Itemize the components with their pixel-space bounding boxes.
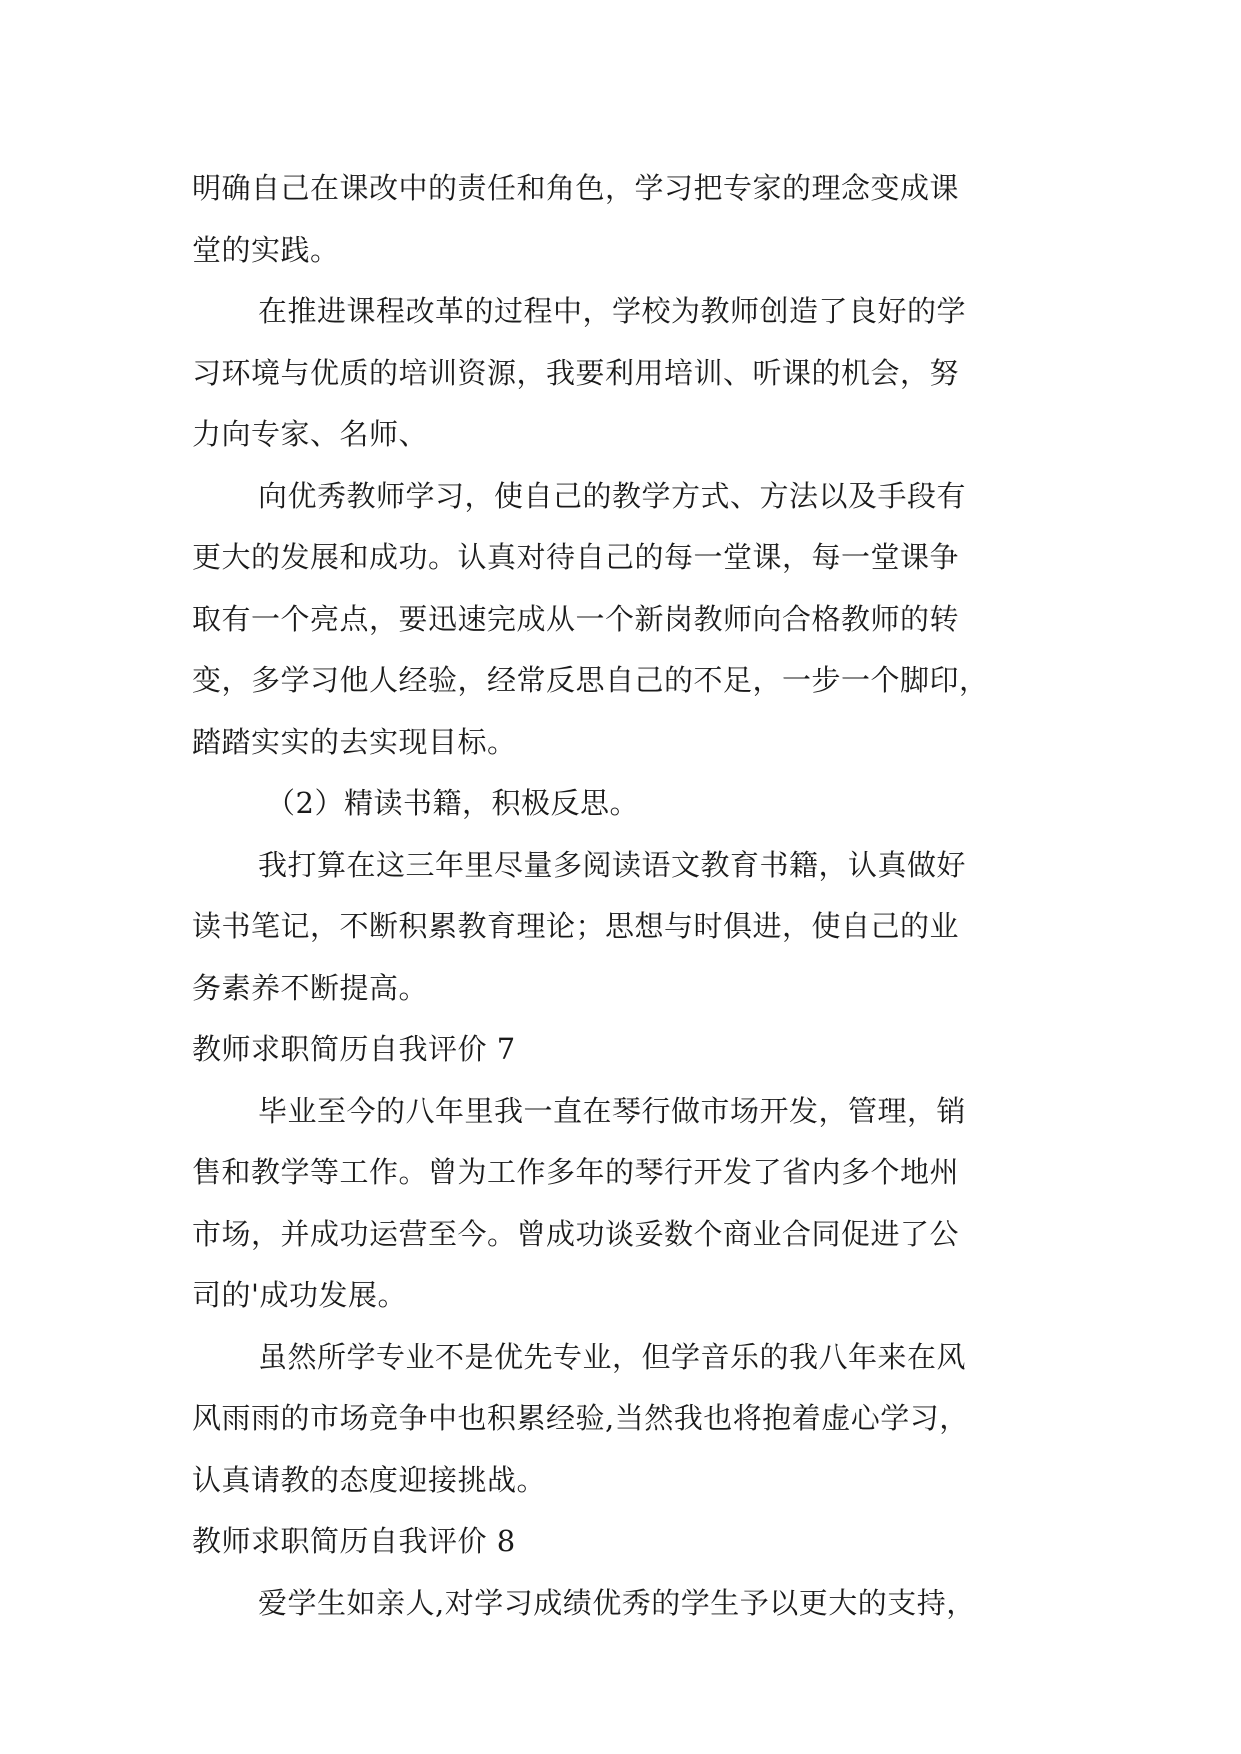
paragraph-line: 取有一个亮点，要迅速完成从一个新岗教师向合格教师的转 xyxy=(192,601,960,636)
paragraph-line: 务素养不断提高。 xyxy=(192,970,429,1005)
paragraph-line: 风雨雨的市场竞争中也积累经验,当然我也将抱着虚心学习， xyxy=(192,1401,969,1435)
paragraph-line: 司的'成功发展。 xyxy=(192,1278,407,1312)
paragraph-line: 向优秀教师学习，使自己的教学方式、方法以及手段有 xyxy=(258,478,967,513)
document-page xyxy=(192,158,1052,1634)
section-heading: 教师求职简历自我评价 7 xyxy=(192,1032,516,1066)
paragraph-line: 变，多学习他人经验，经常反思自己的不足，一步一个脚印， xyxy=(192,663,989,697)
paragraph-line: 毕业至今的八年里我一直在琴行做市场开发，管理，销 xyxy=(258,1093,967,1128)
paragraph-line: 我打算在这三年里尽量多阅读语文教育书籍，认真做好 xyxy=(258,847,967,882)
paragraph-line: 堂的实践。 xyxy=(192,232,340,267)
paragraph-line: 更大的发展和成功。认真对待自己的每一堂课，每一堂课争 xyxy=(192,540,960,574)
paragraph-line: 市场，并成功运营至今。曾成功谈妥数个商业合同促进了公 xyxy=(192,1216,960,1251)
paragraph-line: 习环境与优质的培训资源，我要利用培训、听课的机会，努 xyxy=(192,355,960,390)
paragraph-line: 踏踏实实的去实现目标。 xyxy=(192,724,517,759)
paragraph-line: 明确自己在课改中的责任和角色，学习把专家的理念变成课 xyxy=(192,171,960,205)
subsection-heading: （2）精读书籍，积极反思。 xyxy=(266,786,639,820)
paragraph-line: 在推进课程改革的过程中，学校为教师创造了良好的学 xyxy=(258,294,967,328)
section-heading: 教师求职简历自我评价 8 xyxy=(192,1524,516,1558)
paragraph-line: 读书笔记，不断积累教育理论；思想与时俱进，使自己的业 xyxy=(192,909,960,943)
paragraph-line: 力向专家、名师、 xyxy=(192,417,429,451)
paragraph-line: 售和教学等工作。曾为工作多年的琴行开发了省内多个地州 xyxy=(192,1155,960,1189)
paragraph-line: 认真请教的态度迎接挑战。 xyxy=(192,1462,547,1497)
paragraph-line: 爱学生如亲人,对学习成绩优秀的学生予以更大的支持， xyxy=(258,1585,976,1620)
paragraph-line: 虽然所学专业不是优先专业，但学音乐的我八年来在风 xyxy=(258,1339,967,1374)
